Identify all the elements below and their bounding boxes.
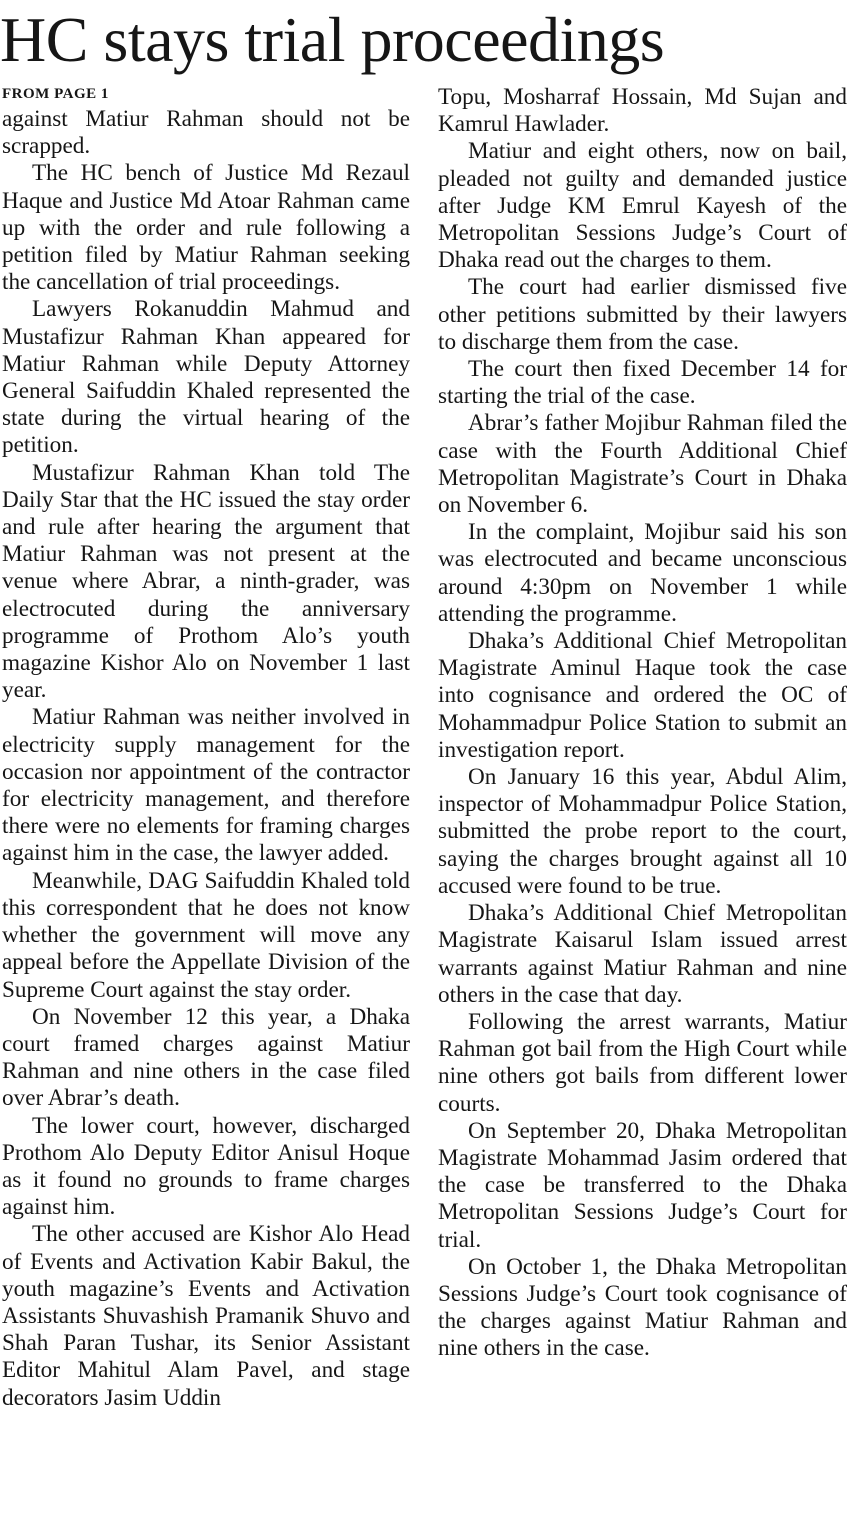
paragraph: Following the arrest warrants, Matiur Rahman got bail from the High Court while nine others got bails from different lower courts. [438, 1008, 847, 1117]
paragraph: The court then fixed December 14 for starting the trial of the case. [438, 356, 847, 410]
paragraph: Abrar’s father Mojibur Rahman filed the case with the Fourth Additional Chief Metropolitan Magistrate’s Court in Dhaka on November 6. [438, 410, 847, 519]
article-column-right [438, 84, 847, 1363]
paragraph: The HC bench of Justice Md Rezaul Haque and Justice Md Atoar Rahman came up with the order and rule following a petition filed by Matiur Rahman seeking the cancellation of trial proceedings. [2, 160, 410, 296]
paragraph: The court had earlier dismissed five other petitions submitted by their lawyers to discharge them from the case. [438, 274, 847, 355]
paragraph: On October 1, the Dhaka Metropolitan Sessions Judge’s Court took cognisance of the charges against Matiur Rahman and nine others in the case. [438, 1253, 847, 1362]
paragraph: On January 16 this year, Abdul Alim, inspector of Mohammadpur Police Station, submitted the probe report to the court, saying the charges brought against all 10 accused were found to be true. [438, 764, 847, 899]
headline: HC stays trial proceedings [0, 4, 665, 75]
paragraph: Matiur and eight others, now on bail, pleaded not guilty and demanded justice after Judge KM Emrul Kayesh of the Metropolitan Sessions Judge’s Court of Dhaka read out the charges to them. [438, 138, 847, 274]
paragraph: On September 20, Dhaka Metropolitan Magistrate Mohammad Jasim ordered that the case be transferred to the Dhaka Metropolitan Sessions Judge’s Court for trial. [438, 1117, 847, 1253]
dateline: FROM PAGE 1 [2, 86, 109, 102]
paragraph: The other accused are Kishor Alo Head of Events and Activation Kabir Bakul, the youth magazine’s Events and Activation Assistants Shuvashish Pramanik Shuvo and Shah Paran Tushar, its Senior Assistant Editor Mahitul Alam Pavel, and stage decorators Jasim Uddin [2, 1221, 410, 1411]
paragraph: Topu, Mosharraf Hossain, Md Sujan and Kamrul Hawlader. [438, 84, 847, 138]
paragraph: against Matiur Rahman should not be scrapped. [2, 106, 410, 160]
paragraph: In the complaint, Mojibur said his son was electrocuted and became unconscious around 4:30pm on November 1 while attending the programme. [438, 519, 847, 627]
paragraph: Dhaka’s Additional Chief Metropolitan Magistrate Kaisarul Islam issued arrest warrants against Matiur Rahman and nine others in the case that day. [438, 900, 847, 1008]
paragraph: The lower court, however, discharged Prothom Alo Deputy Editor Anisul Hoque as it found no grounds to frame charges against him. [2, 1112, 410, 1221]
paragraph: Meanwhile, DAG Saifuddin Khaled told this correspondent that he does not know whether the government will move any appeal before the Appellate Division of the Supreme Court against the stay order. [2, 867, 410, 1003]
paragraph: Matiur Rahman was neither involved in electricity supply management for the occasion nor appointment of the contractor for electricity management, and therefore there were no elements for framing charges against him in the case, the lawyer added. [2, 704, 410, 867]
paragraph: On November 12 this year, a Dhaka court framed charges against Matiur Rahman and nine others in the case filed over Abrar’s death. [2, 1003, 410, 1112]
paragraph: Dhaka’s Additional Chief Metropolitan Magistrate Aminul Haque took the case into cognisance and ordered the OC of Mohammadpur Police Station to submit an investigation report. [438, 628, 847, 763]
paragraph: Mustafizur Rahman Khan told The Daily Star that the HC issued the stay order and rule after hearing the argument that Matiur Rahman was not present at the venue where Abrar, a ninth-grader, was electrocuted during the anniversary programme of Prothom Alo’s youth magazine Kishor Alo on November 1 last year. [2, 459, 410, 704]
article-column-left [2, 106, 410, 1412]
paragraph: Lawyers Rokanuddin Mahmud and Mustafizur Rahman Khan appeared for Matiur Rahman while Deputy Attorney General Saifuddin Khaled represented the state during the virtual hearing of the petition. [2, 296, 410, 459]
